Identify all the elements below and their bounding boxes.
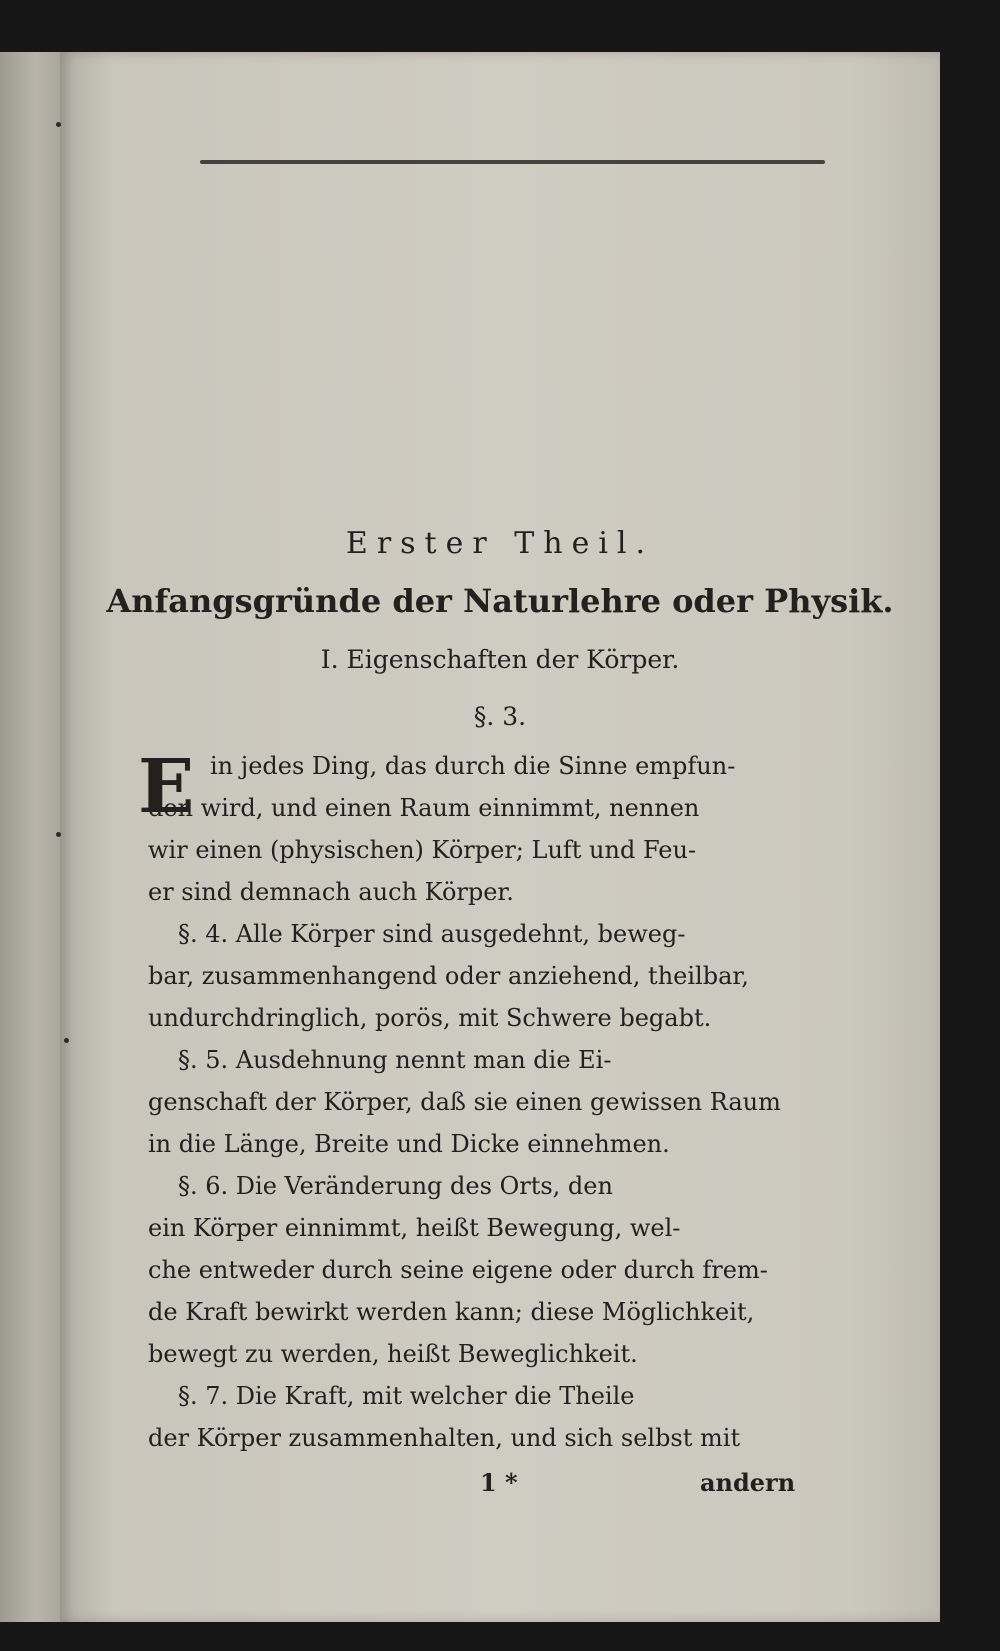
body-line: undurchdringlich, porös, mit Schwere begabt.: [148, 1004, 712, 1032]
body-line: bewegt zu werden, heißt Beweglichkeit.: [148, 1340, 638, 1368]
header-rule: [200, 160, 825, 164]
body-line: in die Länge, Breite und Dicke einnehmen.: [148, 1130, 670, 1158]
body-line: §. 6. Die Veränderung des Orts, den: [178, 1172, 613, 1200]
body-line: er sind demnach auch Körper.: [148, 878, 514, 906]
margin-dot: [64, 1038, 69, 1043]
body-line: wir einen (physischen) Körper; Luft und Feu-: [148, 836, 697, 864]
left-page-edge: [0, 52, 62, 1622]
body-line: de Kraft bewirkt werden kann; diese Möglichkeit,: [148, 1298, 755, 1326]
body-line: §. 7. Die Kraft, mit welcher die Theile: [178, 1382, 635, 1410]
body-line: den wird, und einen Raum einnimmt, nennen: [148, 794, 700, 822]
body-line: der Körper zusammenhalten, und sich selbst mit: [148, 1424, 741, 1452]
signature-mark: 1 *: [480, 1468, 518, 1497]
body-line: che entweder durch seine eigene oder durch frem-: [148, 1256, 768, 1284]
body-line: §. 4. Alle Körper sind ausgedehnt, beweg-: [178, 920, 686, 948]
section-title: I. Eigenschaften der Körper.: [320, 645, 680, 674]
body-line: bar, zusammenhangend oder anziehend, theilbar,: [148, 962, 749, 990]
catchword: andern: [700, 1468, 796, 1497]
book-page: [60, 52, 940, 1622]
body-line: genschaft der Körper, daß sie einen gewissen Raum: [148, 1088, 781, 1116]
paragraph-mark: §. 3.: [473, 702, 527, 731]
main-title: Anfangsgründe der Naturlehre oder Physik.: [106, 582, 894, 620]
drop-cap: E: [138, 744, 195, 830]
margin-dot: [56, 122, 61, 127]
part-title: Erster Theil.: [345, 526, 655, 561]
body-line: in jedes Ding, das durch die Sinne empfun-: [210, 752, 736, 780]
margin-dot: [56, 832, 61, 837]
body-line: §. 5. Ausdehnung nennt man die Ei-: [178, 1046, 612, 1074]
body-line: ein Körper einnimmt, heißt Bewegung, wel-: [148, 1214, 681, 1242]
